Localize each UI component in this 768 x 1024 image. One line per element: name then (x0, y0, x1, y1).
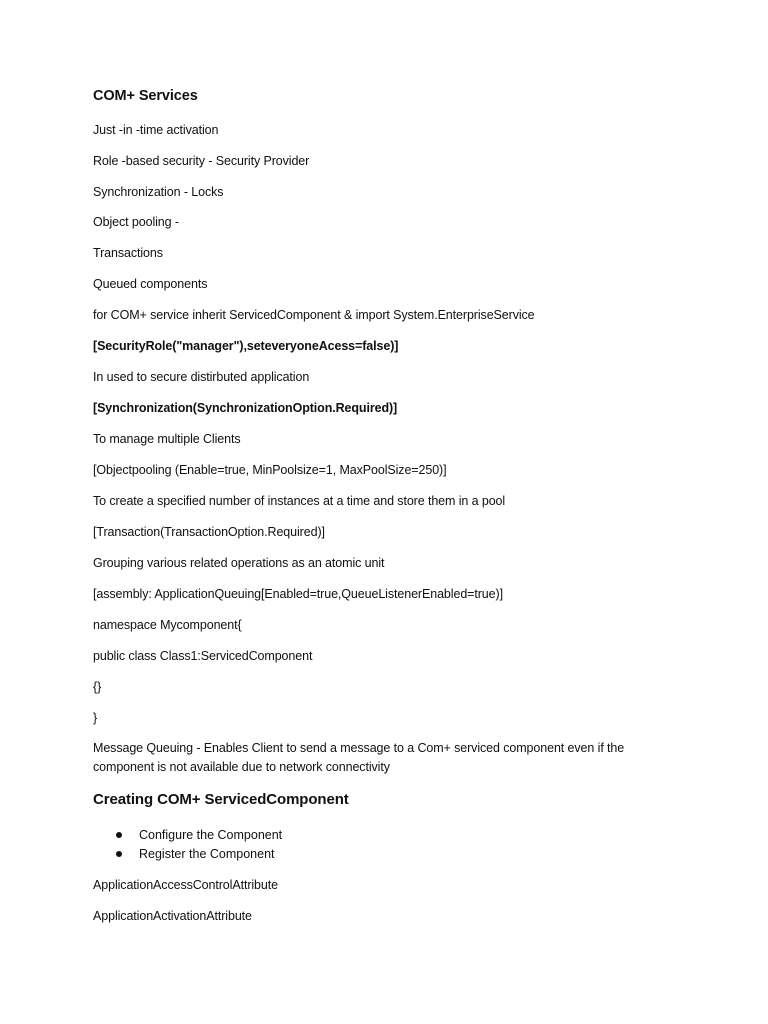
code-synchronization: [Synchronization(SynchronizationOption.Required)] (93, 401, 398, 415)
code-closing-brace: } (93, 711, 98, 725)
step-label: Register the Component (139, 847, 275, 861)
list-item (93, 845, 282, 864)
bullet-icon (116, 851, 122, 857)
code-object-pooling: [Objectpooling (Enable=true, MinPoolsize=1, MaxPoolSize=250)] (93, 463, 447, 477)
item-manage-clients: To manage multiple Clients (93, 432, 241, 446)
item-role-based-security: Role -based security - Security Provider (93, 154, 310, 168)
item-synchronization: Synchronization - Locks (93, 185, 224, 199)
attribute-access-control: ApplicationAccessControlAttribute (93, 878, 278, 892)
code-namespace: namespace Mycomponent{ (93, 618, 242, 632)
message-queuing-paragraph: Message Queuing - Enables Client to send a message to a Com+ serviced component even if the component is not available due to network connectivity (93, 741, 625, 774)
item-object-pooling: Object pooling - (93, 215, 179, 229)
item-jit-activation: Just -in -time activation (93, 123, 219, 137)
bullet-icon (116, 832, 122, 838)
item-secure-distributed: In used to secure distirbuted application (93, 370, 310, 384)
list-item (93, 826, 282, 845)
item-queued-components: Queued components (93, 277, 208, 291)
item-grouping-operations: Grouping various related operations as an atomic unit (93, 556, 385, 570)
step-label: Configure the Component (139, 828, 283, 842)
code-transaction: [Transaction(TransactionOption.Required)] (93, 525, 325, 539)
attribute-activation: ApplicationActivationAttribute (93, 909, 252, 923)
heading-com-services: COM+ Services (93, 88, 198, 104)
item-transactions: Transactions (93, 246, 163, 260)
heading-creating-component: Creating COM+ ServicedComponent (93, 791, 349, 808)
item-inherit-serviced-component: for COM+ service inherit ServicedComponent & import System.EnterpriseService (93, 308, 535, 322)
code-application-queuing: [assembly: ApplicationQueuing[Enabled=true,QueueListenerEnabled=true)] (93, 587, 503, 601)
item-create-instances: To create a specified number of instances at a time and store them in a pool (93, 494, 506, 508)
code-empty-braces: {} (93, 680, 102, 694)
code-class-declaration: public class Class1:ServicedComponent (93, 649, 313, 663)
steps-list (93, 826, 282, 864)
code-security-role: [SecurityRole("manager"),seteveryoneAcess=false)] (93, 339, 399, 353)
